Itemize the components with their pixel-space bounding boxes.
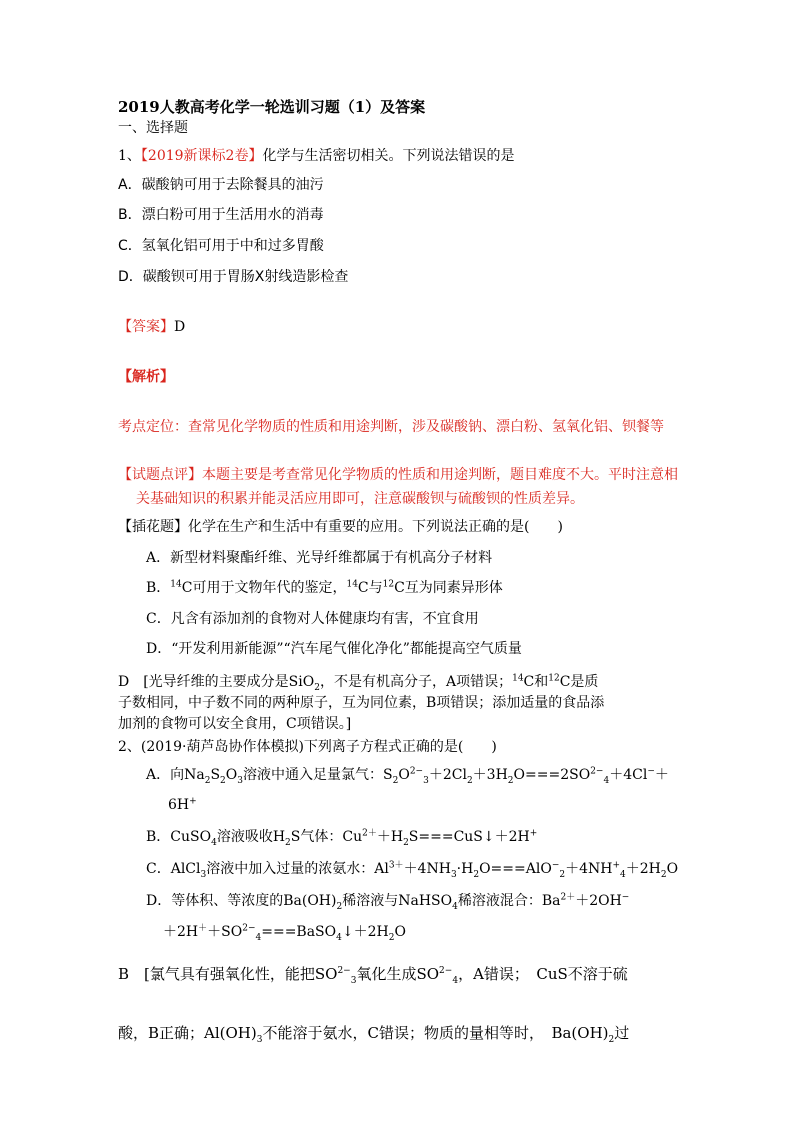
question-2-option-a-line-1: A．向$Na_2S_2O_3$溶液中通入足量氯气：$S_2O^{2-}_3+2Cl_2+3H_2O===2SO^{2-}_4+4Cl^-+$ xyxy=(146,766,669,786)
question-2-explanation-line-1: B [氯气具有强氧化性，能把$SO^{2-}_3$氧化生成$SO^{2-}_4$，A错误； CuS不溶于硫 xyxy=(118,965,628,986)
insert-option-a: A．新型材料聚酯纤维、光导纤维都属于有机高分子材料 xyxy=(146,550,493,566)
section-heading: 一、选择题 xyxy=(118,120,188,136)
question-2-option-d-line-2: $+2H^++SO^{2-}_4===BaSO_4↓+2H_2O$ xyxy=(163,923,406,943)
insert-explanation-line-2: 子数相同，中子数不同的两种原子，互为同位素，B项错误；添加适量的食品添 xyxy=(118,695,605,711)
question-1-point: 考点定位：查常见化学物质的性质和用途判断，涉及碳酸钠、漂白粉、氢氧化铝、钡餐等 xyxy=(118,419,664,435)
question-1-answer: 【答案】D xyxy=(118,319,186,335)
question-2-option-a-line-2: 6H+ xyxy=(168,796,197,813)
insert-option-b: B．$^{14}$C可用于文物年代的鉴定，$^{14}$C与$^{12}$C互为同素异形体 xyxy=(146,579,503,596)
question-2-option-c: C．AlCl$_3$溶液中加入过量的浓氨水：$Al^{3+}+4NH_3\cdot H_2O===AlO^-_2+4NH^+_4+2H_2O$ xyxy=(146,860,679,880)
question-1-review-line-2: 关基础知识的积累并能灵活应用即可，注意碳酸钡与硫酸钡的性质差异。 xyxy=(136,491,584,507)
document-title: 2019人教高考化学一轮选训习题（1）及答案 xyxy=(118,98,426,116)
question-1-option-b: B．漂白粉可用于生活用水的消毒 xyxy=(118,207,324,223)
question-1-option-c: C．氢氧化铝可用于中和过多胃酸 xyxy=(118,238,324,254)
insert-explanation-line-3: 加剂的食物可以安全食用，C项错误。] xyxy=(118,716,352,732)
insert-question-stem: 【插花题】化学在生产和生活中有重要的应用。下列说法正确的是( ) xyxy=(118,519,563,535)
question-1-option-d: D．碳酸钡可用于胃肠X射线造影检查 xyxy=(118,269,349,285)
question-2-option-b: B．CuSO$_4$溶液吸收$H_2S$气体：$Cu^{2+}+H_2S===CuS↓+2H^+$ xyxy=(146,828,538,848)
question-1-option-a: A．碳酸钠可用于去除餐具的油污 xyxy=(118,177,324,193)
question-1-source: 【2019新课标2卷】 xyxy=(140,148,263,164)
question-2-option-d-line-1: D．等体积、等浓度的$Ba(OH)_2$稀溶液与NaHSO$_4$稀溶液混合：$Ba^{2+}+2OH^-$ xyxy=(146,892,630,912)
question-1-stem: 1、【2019新课标2卷】化学与生活密切相关。下列说法错误的是 xyxy=(118,148,515,164)
question-1-review-line-1: 【试题点评】本题主要是考查常见化学物质的性质和用途判断，题目难度不大。平时注意相 xyxy=(118,467,678,483)
insert-explanation-line-1: D [光导纤维的主要成分是SiO$_2$，不是有机高分子，A项错误；$^{14}$C和$^{12}$C是质 xyxy=(118,673,599,693)
question-2-stem: 2、(2019·葫芦岛协作体模拟)下列离子方程式正确的是( ) xyxy=(118,739,497,755)
question-2-explanation-line-2: 酸，B正确；$Al(OH)_3$不能溶于氨水，C错误；物质的量相等时， $Ba(OH)_2$过 xyxy=(118,1024,630,1045)
insert-option-c: C．凡含有添加剂的食物对人体健康均有害，不宜食用 xyxy=(146,611,479,627)
question-1-analysis-label: 【解析】 xyxy=(118,369,174,385)
insert-option-d: D．“开发利用新能源”“汽车尾气催化净化”都能提高空气质量 xyxy=(146,641,522,657)
